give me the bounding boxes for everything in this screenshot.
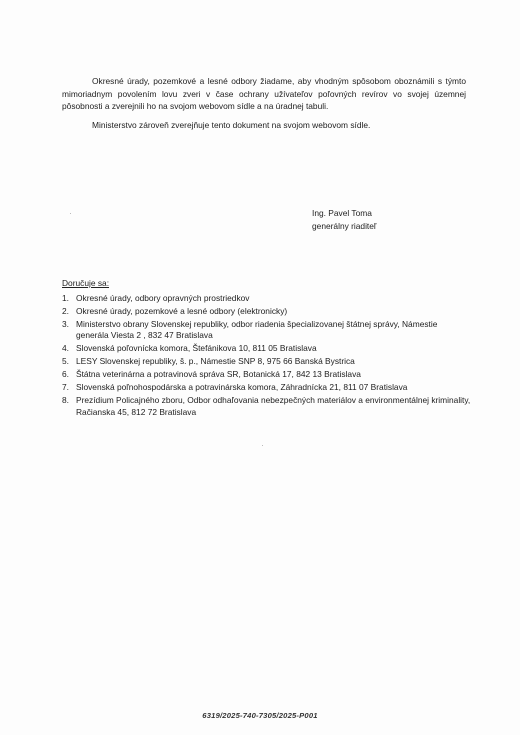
signature-block <box>312 207 376 232</box>
recipients-heading: Doručuje sa: <box>62 278 110 288</box>
list-item-number: 6. <box>62 369 69 379</box>
list-item-number: 4. <box>62 343 69 353</box>
list-item-text: Okresné úrady, pozemkové a lesné odbory (elektronicky) <box>76 305 288 316</box>
list-item <box>62 319 472 342</box>
list-item-number: 8. <box>62 395 69 405</box>
list-item <box>62 306 472 318</box>
list-item-text: LESY Slovenskej republiky, š. p., Námestie SNP 8, 975 66 Banská Bystrica <box>76 356 355 366</box>
scan-speck <box>70 213 71 214</box>
list-item-text: Ministerstvo obrany Slovenskej republiky, odbor riadenia špecializovanej štátnej správy, Námestie generála Viesta 2 , 832 47 Bratislava <box>76 318 438 340</box>
list-item <box>62 356 472 368</box>
list-item-number: 1. <box>62 292 69 303</box>
list-item-text: Slovenská poľnohospodárska a potravinárska komora, Záhradnícka 21, 811 07 Bratislava <box>76 382 408 392</box>
list-item <box>62 395 472 418</box>
document-code: 6319/2025-740-7305/2025-P001 <box>202 711 318 720</box>
list-item <box>62 293 472 305</box>
list-item-number: 7. <box>62 382 69 392</box>
body-paragraph-1 <box>62 75 466 113</box>
recipients-list <box>62 293 472 419</box>
body-paragraph-1-text: Okresné úrady, pozemkové a lesné odbory žiadame, aby vhodným spôsobom oboznámili s týmto mimoriadnym povolením lovu zveri v čase ochrany užívateľov poľovných revírov vo svojej územnej pôsobnosti a zverejnili ho na svojom webovom sídle a na úradnej tabuli. <box>62 76 466 111</box>
list-item <box>62 343 472 355</box>
body-paragraph-2 <box>62 119 466 132</box>
signatory-name: Ing. Pavel Toma <box>312 208 372 218</box>
list-item-text: Prezídium Policajného zboru, Odbor odhaľovania nebezpečných materiálov a environmentálnej kriminality, Račianska 45, 812 72 Bratislava <box>76 395 471 417</box>
signatory-title: generálny riaditeľ <box>312 220 377 231</box>
recipients-section <box>62 278 472 420</box>
list-item-text: Okresné úrady, odbory opravných prostriedkov <box>76 292 250 303</box>
list-item-number: 2. <box>62 305 69 316</box>
list-item <box>62 382 472 394</box>
list-item-text: Štátna veterinárna a potravinová správa SR, Botanická 17, 842 13 Bratislava <box>76 369 361 379</box>
body-paragraph-2-text: Ministerstvo zároveň zverejňuje tento dokument na svojom webovom sídle. <box>92 120 371 130</box>
list-item <box>62 369 472 381</box>
list-item-number: 3. <box>62 318 69 329</box>
list-item-number: 5. <box>62 356 69 366</box>
list-item-text: Slovenská poľovnícka komora, Štefánikova 10, 811 05 Bratislava <box>76 343 317 353</box>
scan-speck <box>262 445 263 446</box>
